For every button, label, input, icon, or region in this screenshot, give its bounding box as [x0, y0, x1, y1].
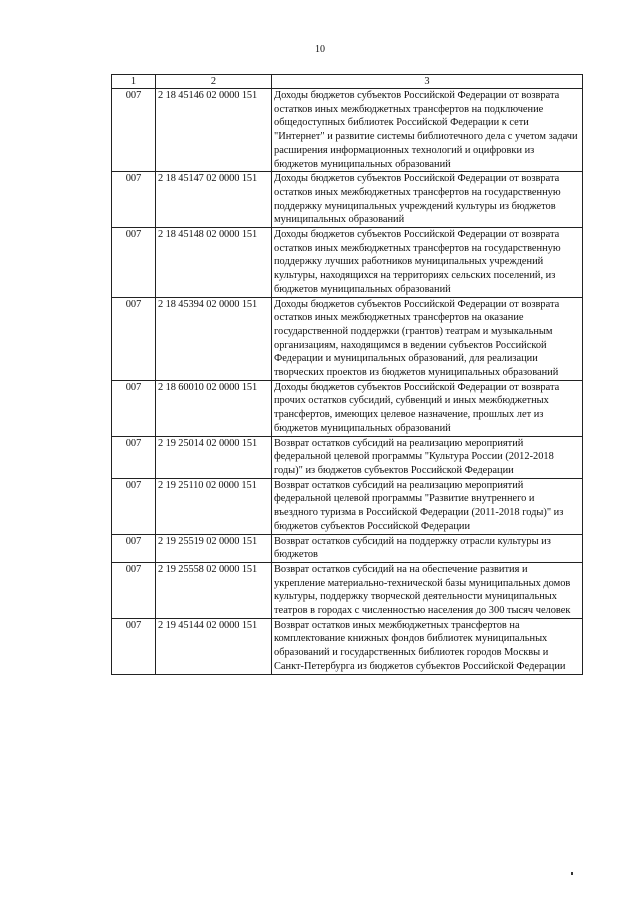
budget-code-cell: 2 18 60010 02 0000 151: [156, 380, 272, 436]
description-cell: Доходы бюджетов субъектов Российской Федерации от возврата прочих остатков субсидий, субвенций и иных межбюджетных трансфертов, имеющих целевое назначение, прошлых лет из бюджетов муниципальных образований: [272, 380, 583, 436]
admin-code-cell: 007: [112, 478, 156, 534]
table-row: [112, 618, 583, 674]
table-row: [112, 562, 583, 618]
budget-code-cell: 2 18 45148 02 0000 151: [156, 228, 272, 298]
admin-code-cell: 007: [112, 380, 156, 436]
admin-code-cell: 007: [112, 534, 156, 562]
description-cell: Доходы бюджетов субъектов Российской Федерации от возврата остатков иных межбюджетных трансфертов на государственную поддержку муниципальных учреждений культуры из бюджетов муниципальных образований: [272, 172, 583, 228]
table-row: [112, 297, 583, 380]
admin-code-cell: 007: [112, 228, 156, 298]
budget-code-cell: 2 18 45146 02 0000 151: [156, 89, 272, 172]
budget-code-cell: 2 18 45147 02 0000 151: [156, 172, 272, 228]
description-cell: Доходы бюджетов субъектов Российской Федерации от возврата остатков иных межбюджетных трансфертов на оказание государственной поддержки (грантов) театрам и музыкальным организациям, находящимся в ведении субъектов Российской Федерации и муниципальных образований, для реализации творческих проектов из бюджетов муниципальных образований: [272, 297, 583, 380]
description-cell: Доходы бюджетов субъектов Российской Федерации от возврата остатков иных межбюджетных трансфертов на подключение общедоступных библиотек Российской Федерации к сети "Интернет" и развитие системы библиотечного дела с учетом задачи расширения информационных технологий и оцифровки из бюджетов муниципальных образований: [272, 89, 583, 172]
budget-classification-table: [111, 74, 583, 675]
budget-code-cell: 2 19 25558 02 0000 151: [156, 562, 272, 618]
table-row: [112, 534, 583, 562]
budget-code-cell: 2 18 45394 02 0000 151: [156, 297, 272, 380]
budget-code-cell: 2 19 25014 02 0000 151: [156, 436, 272, 478]
description-cell: Возврат остатков иных межбюджетных трансфертов на комплектование книжных фондов библиотек муниципальных образований и государственных библиотек городов Москвы и Санкт-Петербурга из бюджетов субъектов Российской Федерации: [272, 618, 583, 674]
description-cell: Возврат остатков субсидий на на обеспечение развития и укрепление материально-технической базы муниципальных домов культуры, поддержку творческой деятельности муниципальных театров в городах с численностью населения до 300 тысяч человек: [272, 562, 583, 618]
column-header-2: 2: [156, 75, 272, 89]
header-row: [112, 75, 583, 89]
description-cell: Доходы бюджетов субъектов Российской Федерации от возврата остатков иных межбюджетных трансфертов на государственную поддержку лучших работников муниципальных учреждений культуры, находящихся на территориях сельских поселений, из бюджетов муниципальных образований: [272, 228, 583, 298]
table-row: [112, 478, 583, 534]
table-row: [112, 228, 583, 298]
admin-code-cell: 007: [112, 618, 156, 674]
description-cell: Возврат остатков субсидий на поддержку отрасли культуры из бюджетов: [272, 534, 583, 562]
admin-code-cell: 007: [112, 89, 156, 172]
budget-code-cell: 2 19 45144 02 0000 151: [156, 618, 272, 674]
admin-code-cell: 007: [112, 297, 156, 380]
column-header-3: 3: [272, 75, 583, 89]
column-header-1: 1: [112, 75, 156, 89]
table-row: [112, 380, 583, 436]
scan-mark: [571, 872, 573, 875]
description-cell: Возврат остатков субсидий на реализацию мероприятий федеральной целевой программы "Культура России (2012-2018 годы)" из бюджетов субъектов Российской Федерации: [272, 436, 583, 478]
table-row: [112, 89, 583, 172]
budget-code-cell: 2 19 25110 02 0000 151: [156, 478, 272, 534]
admin-code-cell: 007: [112, 436, 156, 478]
description-cell: Возврат остатков субсидий на реализацию мероприятий федеральной целевой программы "Развитие внутреннего и въездного туризма в Российской Федерации (2011-2018 годы)" из бюджетов субъектов Российской Федерации: [272, 478, 583, 534]
table-row: [112, 172, 583, 228]
table-row: [112, 436, 583, 478]
page-number: 10: [315, 44, 325, 55]
admin-code-cell: 007: [112, 172, 156, 228]
admin-code-cell: 007: [112, 562, 156, 618]
budget-code-cell: 2 19 25519 02 0000 151: [156, 534, 272, 562]
